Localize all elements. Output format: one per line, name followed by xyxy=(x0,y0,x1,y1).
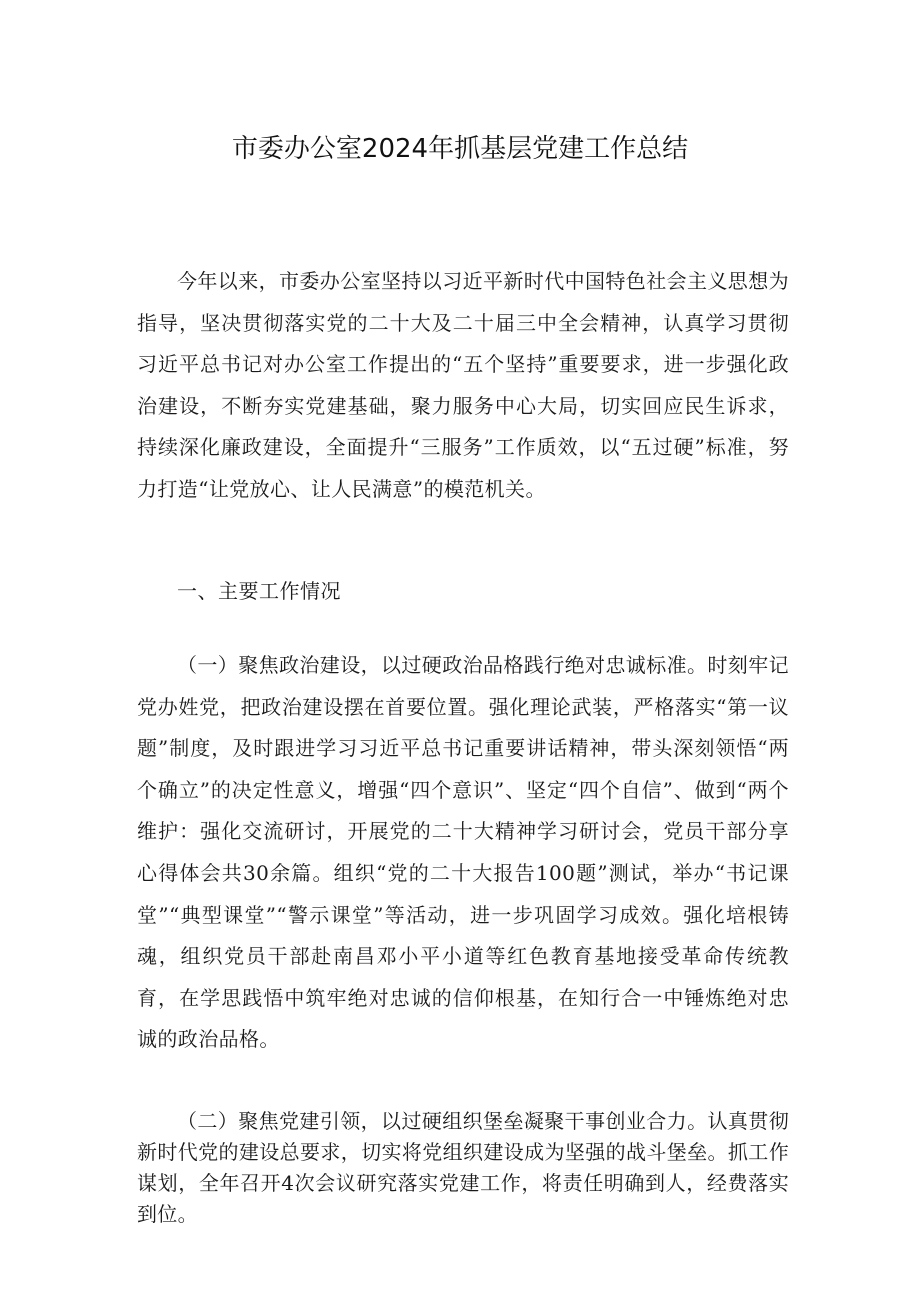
document-title: 市委办公室2024年抓基层党建工作总结 xyxy=(231,134,689,164)
intro-paragraph: 今年以来，市委办公室坚持以习近平新时代中国特色社会主义思想为指导，坚决贯彻落实党的二十大及二十届三中全会精神，认真学习贯彻习近平总书记对办公室工作提出的“五个坚持”重要要求，进一步强化政治建设，不断夯实党建基础，聚力服务中心大局，切实回应民生诉求，持续深化廉政建设，全面提升“三服务”工作质效，以“五过硬”标准，努力打造“让党放心、让人民满意”的模范机关。 xyxy=(137,269,789,501)
subsection-1-paragraph: （一）聚焦政治建设，以过硬政治品格践行绝对忠诚标准。时刻牢记党办姓党，把政治建设摆在首要位置。强化理论武装，严格落实“第一议题”制度，及时跟进学习习近平总书记重要讲话精神，带头深刻领悟“两个确立”的决定性意义，增强“四个意识”、坚定“四个自信”、做到“两个维护：强化交流研讨，开展党的二十大精神学习研讨会，党员干部分享心得体会共30余篇。组织“党的二十大报告100题”测试，举办“书记课堂”“典型课堂”“警示课堂”等活动，进一步巩固学习成效。强化培根铸魂，组织党员干部赴南昌邓小平小道等红色教育基地接受革命传统教育，在学思践悟中筑牢绝对忠诚的信仰根基，在知行合一中锤炼绝对忠诚的政治品格。 xyxy=(137,653,789,1052)
subsection-2-paragraph: （二）聚焦党建引领，以过硬组织堡垒凝聚干事创业合力。认真贯彻新时代党的建设总要求，切实将党组织建设成为坚强的战斗堡垒。抓工作谋划，全年召开4次会议研究落实党建工作，将责任明确到人，经费落实到位。 xyxy=(137,1109,789,1226)
section-heading: 一、主要工作情况 xyxy=(177,579,341,603)
